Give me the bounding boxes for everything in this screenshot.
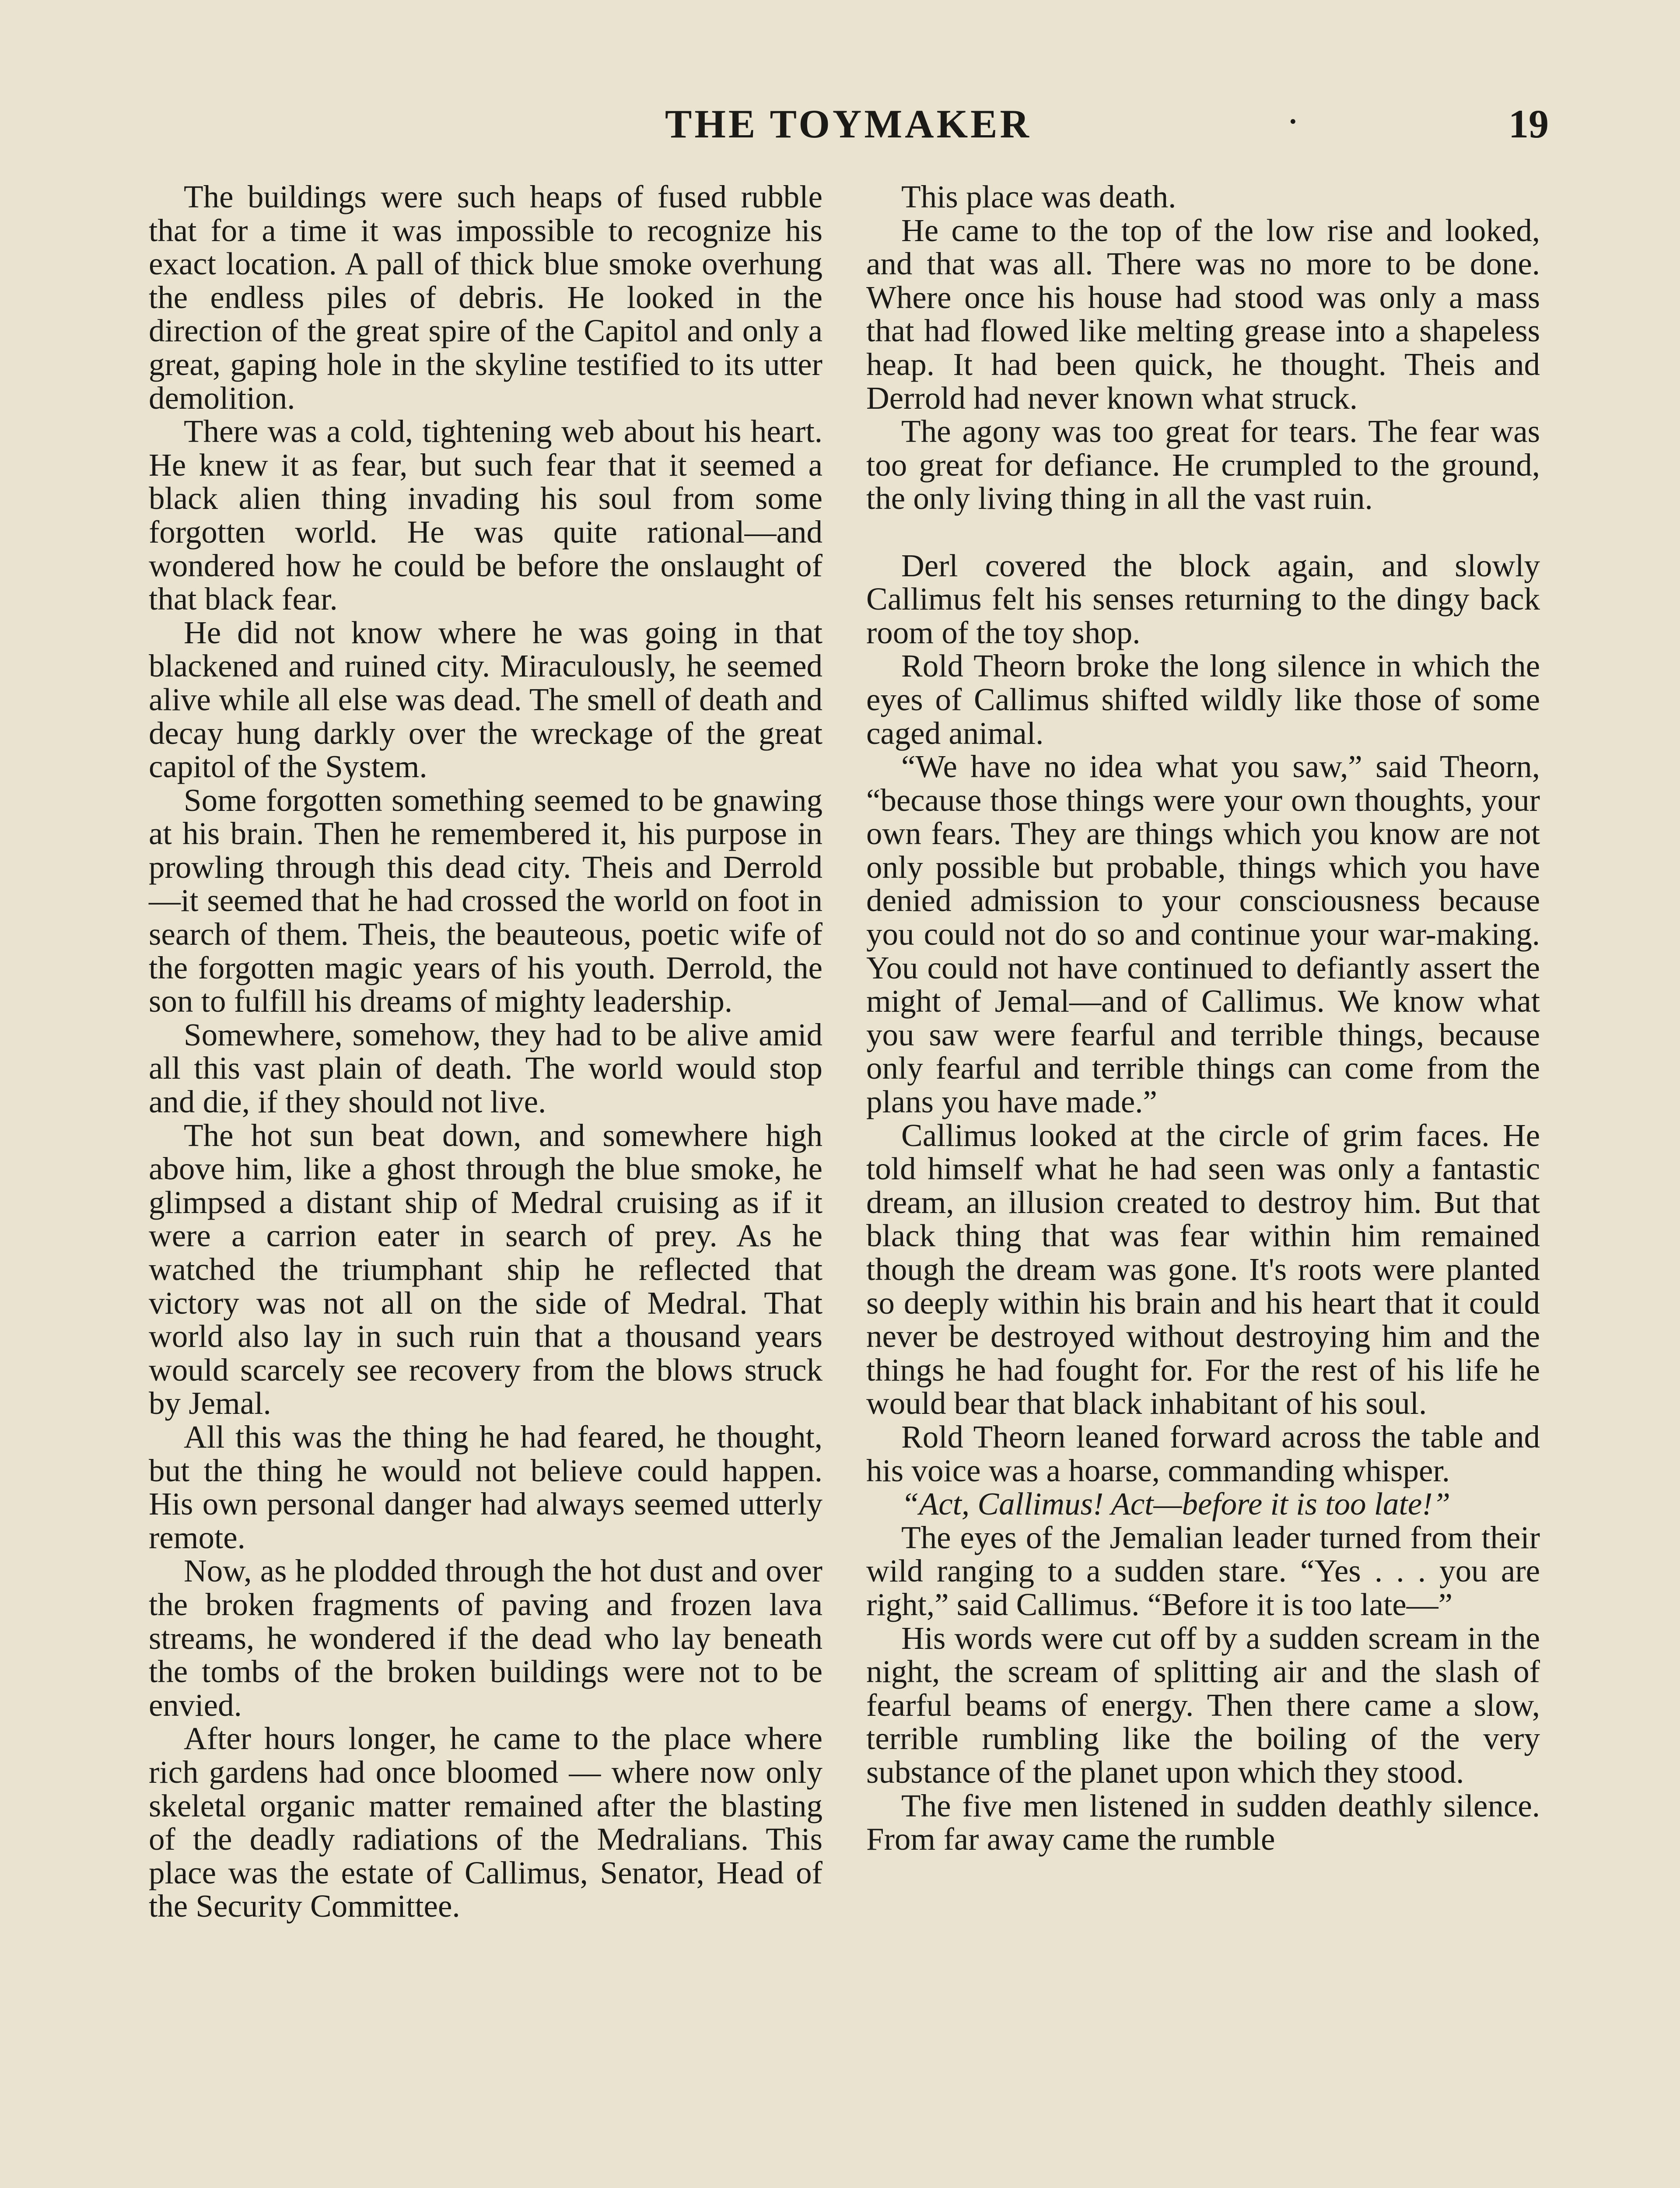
- paragraph: There was a cold, tightening web about his heart. He knew it as fear, but such fear that it seemed a black alien thing invading his soul from some forgotten world. He was quite rational—and wondered how he could be before the onslaught of that black fear.: [149, 414, 822, 617]
- header-separator: ·: [1286, 99, 1300, 144]
- paragraph: The buildings were such heaps of fused rubble that for a time it was impossible to recognize his exact location. A pall of thick blue smoke overhung the endless piles of debris. He looked in the direction of the great spire of the Capitol and only a great, gaping hole in the skyline testified to its utter demolition.: [149, 179, 822, 416]
- italic-quote-paragraph: “Act, Callimus! Act—before it is too late!”: [901, 1486, 1451, 1522]
- paragraph: Rold Theorn broke the long silence in which the eyes of Callimus shifted wildly like those of some caged animal.: [866, 648, 1540, 751]
- paragraph: Callimus looked at the circle of grim faces. He told himself what he had seen was only a fantastic dream, an illusion created to destroy him. But that black thing that was fear within him remained though the dream was gone. It's roots were planted so deeply within his brain and his heart that it could never be destroyed without destroying him and the things he had fought for. For the rest of his life he would bear that black inhabitant of his soul.: [866, 1117, 1540, 1421]
- page-header: [149, 101, 1549, 166]
- paragraph: This place was death.: [901, 179, 1176, 214]
- paragraph: After hours longer, he came to the place where rich gardens had once bloomed — where now only skeletal organic matter remained after the blasting of the deadly radiations of the Medralians. This place was the estate of Callimus, Senator, Head of the Security Committee.: [149, 1721, 822, 1924]
- paragraph: Some forgotten something seemed to be gnawing at his brain. Then he remembered it, his purpose in prowling through this dead city. Theis and Derrold—it seemed that he had crossed the world on foot in search of them. Theis, the beauteous, poetic wife of the forgotten magic years of his youth. Derrold, the son to fulfill his dreams of mighty leadership.: [149, 782, 822, 1019]
- paragraph: “We have no idea what you saw,” said Theorn, “because those things were your own thoughts, your own fears. They are things which you know are not only possible but probable, things which you have denied admission to your consciousness because you could not do so and continue your war-making. You could not have continued to defiantly assert the might of Jemal—and of Callimus. We know what you saw were fearful and terrible things, because only fearful and terrible things can come from the plans you have made.”: [866, 749, 1540, 1120]
- paragraph: His words were cut off by a sudden scream in the night, the scream of splitting air and the slash of fearful beams of energy. Then there came a slow, terrible rumbling like the boiling of the very substance of the planet upon which they stood.: [866, 1620, 1540, 1790]
- paragraph: Rold Theorn leaned forward across the table and his voice was a hoarse, commanding whisper.: [866, 1419, 1540, 1488]
- right-column: [866, 180, 1540, 1856]
- left-column: [149, 180, 822, 1923]
- paragraph: All this was the thing he had feared, he thought, but the thing he would not believe could happen. His own personal danger had always seemed utterly remote.: [149, 1419, 822, 1555]
- paragraph: Now, as he plodded through the hot dust and over the broken fragments of paving and frozen lava streams, he wondered if the dead who lay beneath the tombs of the broken buildings were not to be envied.: [149, 1553, 822, 1723]
- paragraph: The five men listened in sudden deathly silence. From far away came the rumble: [866, 1788, 1540, 1857]
- paragraph: He came to the top of the low rise and looked, and that was all. There was no more to be done. Where once his house had stood was only a mass that had flowed like melting grease into a shapeless heap. It had been quick, he thought. Theis and Derrold had never known what struck.: [866, 212, 1540, 416]
- paragraph: The agony was too great for tears. The fear was too great for defiance. He crumpled to the ground, the only living thing in all the vast ruin.: [866, 414, 1540, 516]
- paragraph: Somewhere, somehow, they had to be alive amid all this vast plain of death. The world would stop and die, if they should not live.: [149, 1017, 822, 1120]
- paragraph: The eyes of the Jemalian leader turned from their wild ranging to a sudden stare. “Yes . . . you are right,” said Callimus. “Before it is too late—”: [866, 1519, 1540, 1622]
- section-break-paragraph: Derl covered the block again, and slowly Callimus felt his senses returning to the dingy back room of the toy shop.: [866, 547, 1540, 650]
- paragraph: He did not know where he was going in that blackened and ruined city. Miraculously, he seemed alive while all else was dead. The smell of death and decay hung darkly over the wreckage of the great capitol of the System.: [149, 614, 822, 785]
- running-title: THE TOYMAKER: [665, 102, 1032, 146]
- page-number: 19: [1508, 102, 1549, 146]
- paragraph: The hot sun beat down, and somewhere high above him, like a ghost through the blue smoke, he glimpsed a distant ship of Medral cruising as if it were a carrion eater in search of prey. As he watched the triumphant ship he reflected that victory was not all on the side of Medral. That world also lay in such ruin that a thousand years would scarcely see recovery from the blows struck by Jemal.: [149, 1117, 822, 1421]
